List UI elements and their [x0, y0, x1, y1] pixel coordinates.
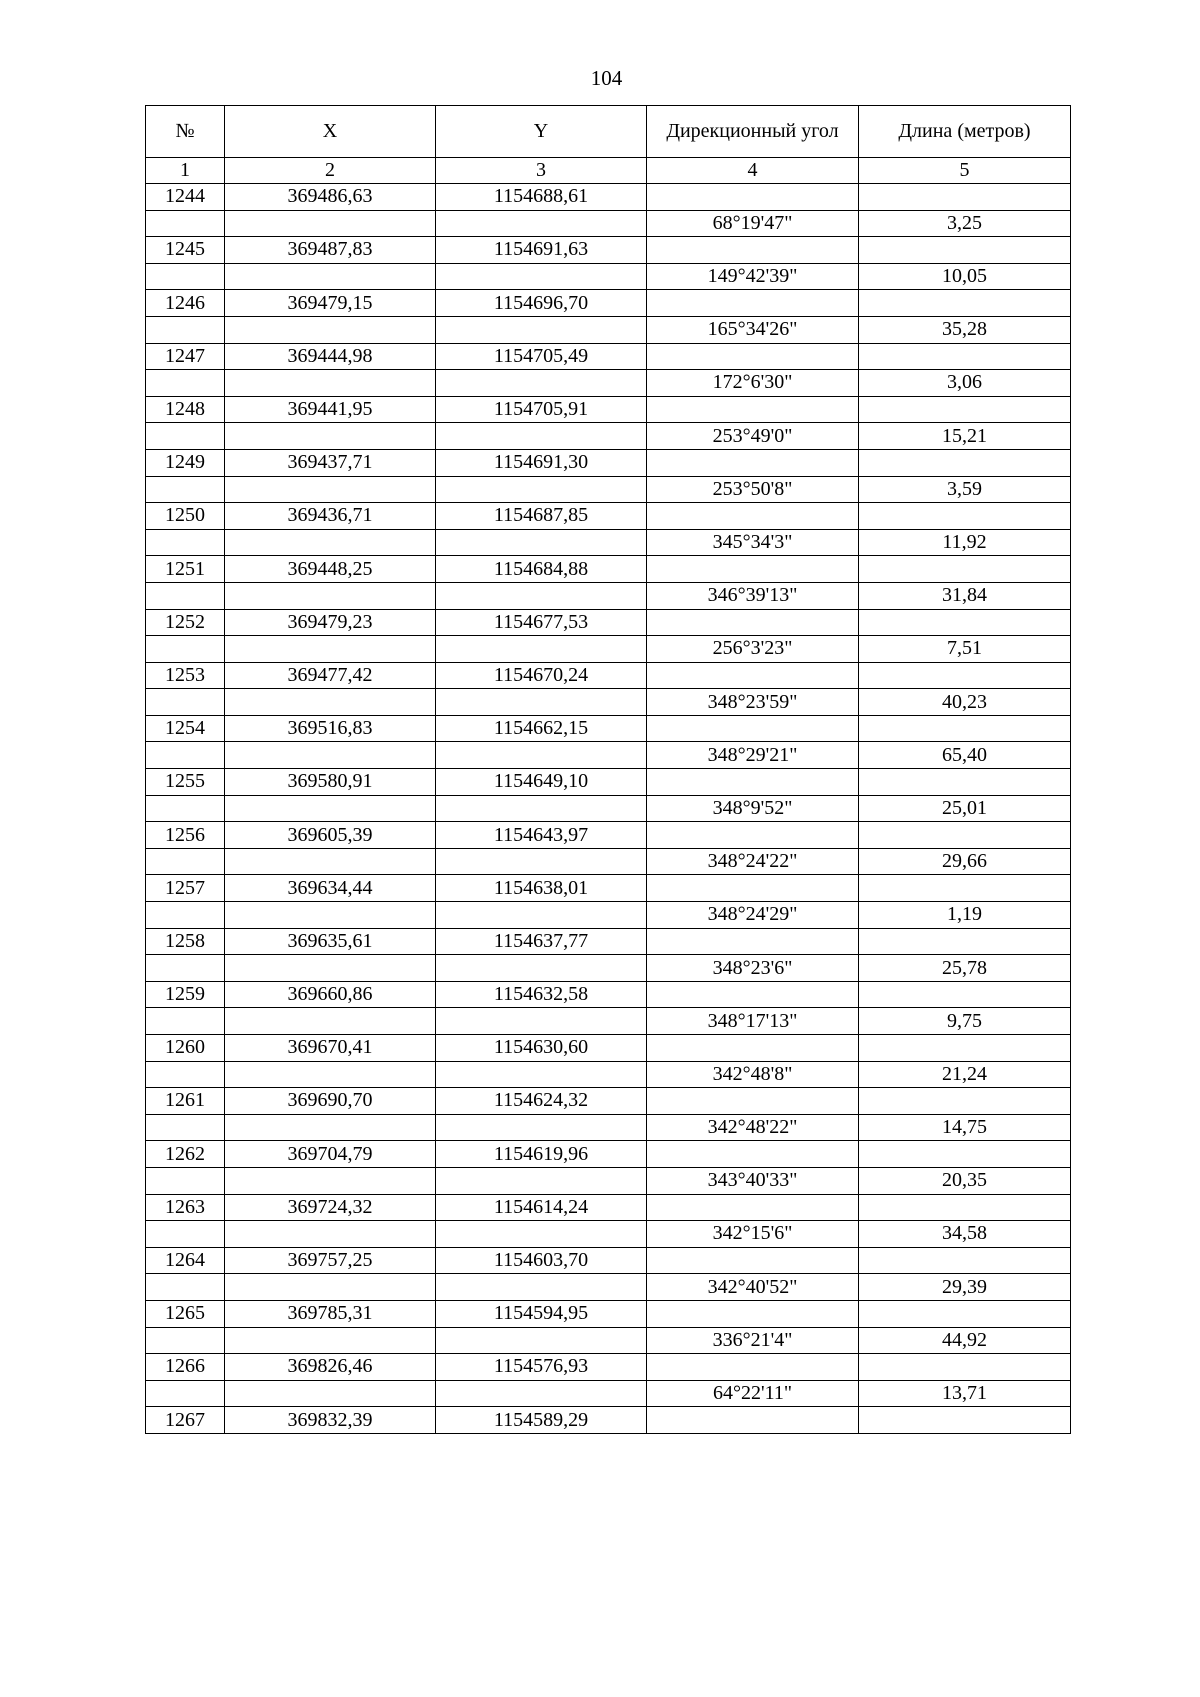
cell-x: 369479,15 [225, 290, 436, 317]
cell-direction-angle: 348°9'52" [647, 795, 859, 822]
table-row [146, 1035, 1071, 1062]
cell-point-number [146, 689, 225, 716]
cell-point-number [146, 1380, 225, 1407]
table-row [146, 529, 1071, 556]
cell-y [436, 1008, 647, 1035]
cell-direction-angle: 172°6'30" [647, 370, 859, 397]
cell-y [436, 636, 647, 663]
cell-point-number: 1249 [146, 449, 225, 476]
cell-x: 369448,25 [225, 556, 436, 583]
table-row [146, 370, 1071, 397]
cell-y: 1154576,93 [436, 1354, 647, 1381]
cell-x [225, 210, 436, 237]
cell-point-number: 1247 [146, 343, 225, 370]
header-direction-angle: Дирекционный угол [647, 106, 859, 158]
table-row [146, 1167, 1071, 1194]
cell-x: 369785,31 [225, 1300, 436, 1327]
cell-y [436, 795, 647, 822]
table-row [146, 556, 1071, 583]
cell-point-number: 1255 [146, 769, 225, 796]
cell-direction-angle [647, 503, 859, 530]
cell-direction-angle [647, 609, 859, 636]
cell-length [859, 343, 1071, 370]
cell-length: 31,84 [859, 582, 1071, 609]
table-row [146, 1088, 1071, 1115]
table-row [146, 1221, 1071, 1248]
header-x: X [225, 106, 436, 158]
cell-point-number: 1267 [146, 1407, 225, 1434]
cell-direction-angle [647, 290, 859, 317]
column-index: 3 [436, 158, 647, 184]
cell-x: 369516,83 [225, 715, 436, 742]
cell-x: 369832,39 [225, 1407, 436, 1434]
cell-x: 369444,98 [225, 343, 436, 370]
cell-point-number: 1260 [146, 1035, 225, 1062]
table-row [146, 290, 1071, 317]
cell-direction-angle: 348°23'59" [647, 689, 859, 716]
cell-x [225, 1008, 436, 1035]
cell-point-number [146, 902, 225, 929]
cell-x: 369704,79 [225, 1141, 436, 1168]
table-row [146, 1114, 1071, 1141]
cell-x: 369724,32 [225, 1194, 436, 1221]
table-row [146, 423, 1071, 450]
cell-length [859, 503, 1071, 530]
cell-x [225, 263, 436, 290]
cell-x [225, 582, 436, 609]
cell-point-number: 1250 [146, 503, 225, 530]
cell-length [859, 822, 1071, 849]
cell-direction-angle [647, 769, 859, 796]
cell-point-number: 1266 [146, 1354, 225, 1381]
cell-point-number [146, 955, 225, 982]
table-row [146, 263, 1071, 290]
cell-direction-angle [647, 715, 859, 742]
cell-x [225, 902, 436, 929]
cell-direction-angle: 343°40'33" [647, 1167, 859, 1194]
table-row [146, 1407, 1071, 1434]
cell-y [436, 370, 647, 397]
cell-x [225, 1380, 436, 1407]
cell-point-number [146, 742, 225, 769]
cell-x: 369660,86 [225, 981, 436, 1008]
table-row [146, 343, 1071, 370]
cell-y [436, 955, 647, 982]
cell-length: 15,21 [859, 423, 1071, 450]
cell-point-number [146, 316, 225, 343]
table-row [146, 636, 1071, 663]
column-index: 4 [647, 158, 859, 184]
column-index-row [146, 158, 1071, 184]
table-row [146, 715, 1071, 742]
cell-direction-angle: 348°29'21" [647, 742, 859, 769]
cell-y: 1154630,60 [436, 1035, 647, 1062]
cell-point-number: 1261 [146, 1088, 225, 1115]
cell-length: 13,71 [859, 1380, 1071, 1407]
table-row [146, 822, 1071, 849]
cell-point-number [146, 210, 225, 237]
cell-x [225, 955, 436, 982]
cell-x [225, 316, 436, 343]
cell-x: 369441,95 [225, 396, 436, 423]
table-row [146, 955, 1071, 982]
cell-y [436, 210, 647, 237]
cell-point-number: 1262 [146, 1141, 225, 1168]
cell-direction-angle [647, 556, 859, 583]
cell-length: 3,06 [859, 370, 1071, 397]
table-row [146, 689, 1071, 716]
cell-y [436, 902, 647, 929]
table-row [146, 848, 1071, 875]
cell-point-number: 1248 [146, 396, 225, 423]
cell-y: 1154705,49 [436, 343, 647, 370]
cell-point-number [146, 1114, 225, 1141]
cell-y: 1154691,30 [436, 449, 647, 476]
cell-length: 20,35 [859, 1167, 1071, 1194]
cell-length [859, 184, 1071, 211]
cell-length: 10,05 [859, 263, 1071, 290]
cell-y: 1154624,32 [436, 1088, 647, 1115]
cell-length: 34,58 [859, 1221, 1071, 1248]
table-row [146, 742, 1071, 769]
cell-length: 3,25 [859, 210, 1071, 237]
cell-point-number: 1251 [146, 556, 225, 583]
table-row [146, 1008, 1071, 1035]
cell-point-number [146, 263, 225, 290]
cell-x: 369634,44 [225, 875, 436, 902]
cell-direction-angle [647, 449, 859, 476]
cell-point-number [146, 1061, 225, 1088]
cell-y: 1154662,15 [436, 715, 647, 742]
cell-point-number [146, 1167, 225, 1194]
cell-direction-angle [647, 981, 859, 1008]
coordinates-table [145, 105, 1071, 1434]
cell-x: 369757,25 [225, 1247, 436, 1274]
cell-direction-angle: 253°50'8" [647, 476, 859, 503]
cell-point-number: 1254 [146, 715, 225, 742]
cell-direction-angle [647, 928, 859, 955]
cell-x: 369605,39 [225, 822, 436, 849]
cell-length: 11,92 [859, 529, 1071, 556]
cell-length [859, 1035, 1071, 1062]
cell-x [225, 1167, 436, 1194]
cell-direction-angle: 342°40'52" [647, 1274, 859, 1301]
table-row [146, 1380, 1071, 1407]
table-row [146, 396, 1071, 423]
cell-length [859, 1088, 1071, 1115]
cell-direction-angle [647, 184, 859, 211]
cell-point-number: 1252 [146, 609, 225, 636]
cell-point-number [146, 582, 225, 609]
cell-length: 65,40 [859, 742, 1071, 769]
table-row [146, 981, 1071, 1008]
cell-direction-angle: 165°34'26" [647, 316, 859, 343]
table-row [146, 769, 1071, 796]
cell-x: 369826,46 [225, 1354, 436, 1381]
cell-direction-angle [647, 1035, 859, 1062]
cell-direction-angle: 256°3'23" [647, 636, 859, 663]
cell-direction-angle [647, 343, 859, 370]
cell-x [225, 1274, 436, 1301]
cell-x [225, 1114, 436, 1141]
cell-length: 9,75 [859, 1008, 1071, 1035]
cell-point-number: 1258 [146, 928, 225, 955]
table-row [146, 476, 1071, 503]
cell-x: 369436,71 [225, 503, 436, 530]
cell-direction-angle [647, 1194, 859, 1221]
cell-length: 29,66 [859, 848, 1071, 875]
cell-y [436, 529, 647, 556]
cell-y: 1154670,24 [436, 662, 647, 689]
cell-x: 369580,91 [225, 769, 436, 796]
cell-y [436, 1167, 647, 1194]
cell-x [225, 689, 436, 716]
cell-direction-angle: 253°49'0" [647, 423, 859, 450]
cell-length [859, 928, 1071, 955]
cell-direction-angle [647, 875, 859, 902]
cell-y [436, 1114, 647, 1141]
column-index: 5 [859, 158, 1071, 184]
cell-direction-angle: 342°48'8" [647, 1061, 859, 1088]
cell-x [225, 423, 436, 450]
cell-y [436, 1327, 647, 1354]
cell-y [436, 1380, 647, 1407]
cell-length: 29,39 [859, 1274, 1071, 1301]
cell-direction-angle [647, 822, 859, 849]
cell-y: 1154589,29 [436, 1407, 647, 1434]
table-row [146, 237, 1071, 264]
cell-length: 40,23 [859, 689, 1071, 716]
cell-direction-angle: 342°48'22" [647, 1114, 859, 1141]
cell-direction-angle [647, 1088, 859, 1115]
cell-length [859, 556, 1071, 583]
table-row [146, 902, 1071, 929]
table-row [146, 795, 1071, 822]
cell-point-number: 1244 [146, 184, 225, 211]
cell-direction-angle: 336°21'4" [647, 1327, 859, 1354]
cell-y [436, 848, 647, 875]
cell-x [225, 795, 436, 822]
cell-length: 21,24 [859, 1061, 1071, 1088]
cell-y: 1154619,96 [436, 1141, 647, 1168]
cell-x: 369437,71 [225, 449, 436, 476]
cell-point-number [146, 423, 225, 450]
cell-length: 44,92 [859, 1327, 1071, 1354]
cell-point-number [146, 636, 225, 663]
cell-point-number [146, 1008, 225, 1035]
cell-x: 369477,42 [225, 662, 436, 689]
cell-point-number: 1265 [146, 1300, 225, 1327]
cell-point-number: 1263 [146, 1194, 225, 1221]
cell-y: 1154696,70 [436, 290, 647, 317]
table-row [146, 1247, 1071, 1274]
cell-length: 35,28 [859, 316, 1071, 343]
cell-y [436, 316, 647, 343]
cell-length [859, 875, 1071, 902]
cell-direction-angle [647, 1141, 859, 1168]
cell-length [859, 715, 1071, 742]
cell-x [225, 529, 436, 556]
cell-x [225, 848, 436, 875]
cell-length: 25,01 [859, 795, 1071, 822]
cell-x: 369486,63 [225, 184, 436, 211]
table-row [146, 1354, 1071, 1381]
cell-point-number [146, 848, 225, 875]
table-body [146, 184, 1071, 1434]
cell-x [225, 636, 436, 663]
table-row [146, 1141, 1071, 1168]
cell-length [859, 1194, 1071, 1221]
cell-length: 3,59 [859, 476, 1071, 503]
cell-direction-angle: 68°19'47" [647, 210, 859, 237]
table-row [146, 1061, 1071, 1088]
cell-y: 1154649,10 [436, 769, 647, 796]
cell-direction-angle: 345°34'3" [647, 529, 859, 556]
cell-y: 1154638,01 [436, 875, 647, 902]
cell-length [859, 981, 1071, 1008]
cell-direction-angle [647, 1247, 859, 1274]
cell-length [859, 662, 1071, 689]
cell-y [436, 742, 647, 769]
table-row [146, 1274, 1071, 1301]
cell-length [859, 449, 1071, 476]
cell-point-number [146, 529, 225, 556]
cell-direction-angle: 149°42'39" [647, 263, 859, 290]
cell-point-number: 1253 [146, 662, 225, 689]
cell-point-number: 1245 [146, 237, 225, 264]
cell-point-number [146, 476, 225, 503]
cell-point-number: 1257 [146, 875, 225, 902]
cell-y: 1154705,91 [436, 396, 647, 423]
cell-y: 1154677,53 [436, 609, 647, 636]
table-row [146, 609, 1071, 636]
cell-point-number [146, 370, 225, 397]
column-index: 2 [225, 158, 436, 184]
cell-direction-angle: 348°24'22" [647, 848, 859, 875]
cell-point-number [146, 1327, 225, 1354]
cell-direction-angle [647, 1407, 859, 1434]
cell-direction-angle [647, 662, 859, 689]
cell-y: 1154594,95 [436, 1300, 647, 1327]
cell-y: 1154603,70 [436, 1247, 647, 1274]
cell-direction-angle: 342°15'6" [647, 1221, 859, 1248]
cell-length: 25,78 [859, 955, 1071, 982]
cell-y: 1154684,88 [436, 556, 647, 583]
cell-y: 1154687,85 [436, 503, 647, 530]
cell-point-number: 1246 [146, 290, 225, 317]
cell-point-number [146, 1274, 225, 1301]
table-row [146, 1300, 1071, 1327]
cell-y [436, 689, 647, 716]
cell-direction-angle [647, 237, 859, 264]
cell-length: 1,19 [859, 902, 1071, 929]
cell-y [436, 423, 647, 450]
table-row [146, 875, 1071, 902]
table-row [146, 184, 1071, 211]
cell-point-number: 1256 [146, 822, 225, 849]
cell-length [859, 237, 1071, 264]
cell-y: 1154691,63 [436, 237, 647, 264]
cell-length [859, 290, 1071, 317]
header-length: Длина (метров) [859, 106, 1071, 158]
cell-length [859, 1354, 1071, 1381]
cell-x [225, 1327, 436, 1354]
cell-y [436, 582, 647, 609]
cell-x: 369690,70 [225, 1088, 436, 1115]
column-index: 1 [146, 158, 225, 184]
cell-y: 1154637,77 [436, 928, 647, 955]
cell-y [436, 263, 647, 290]
cell-point-number [146, 795, 225, 822]
cell-x [225, 370, 436, 397]
cell-y: 1154688,61 [436, 184, 647, 211]
cell-point-number [146, 1221, 225, 1248]
cell-x [225, 742, 436, 769]
table-row [146, 449, 1071, 476]
table-row [146, 1327, 1071, 1354]
page-number: 104 [590, 66, 623, 90]
cell-point-number: 1264 [146, 1247, 225, 1274]
cell-length [859, 609, 1071, 636]
cell-x: 369670,41 [225, 1035, 436, 1062]
header-y: Y [436, 106, 647, 158]
cell-length: 14,75 [859, 1114, 1071, 1141]
header-number: № [146, 106, 225, 158]
table-row [146, 210, 1071, 237]
cell-y: 1154632,58 [436, 981, 647, 1008]
cell-direction-angle [647, 1300, 859, 1327]
cell-y: 1154643,97 [436, 822, 647, 849]
cell-length [859, 1300, 1071, 1327]
cell-direction-angle: 348°24'29" [647, 902, 859, 929]
cell-y: 1154614,24 [436, 1194, 647, 1221]
cell-length [859, 769, 1071, 796]
cell-length [859, 1141, 1071, 1168]
cell-x [225, 476, 436, 503]
cell-y [436, 476, 647, 503]
cell-length: 7,51 [859, 636, 1071, 663]
table-row [146, 928, 1071, 955]
cell-direction-angle: 348°17'13" [647, 1008, 859, 1035]
table-header [146, 106, 1071, 184]
cell-x [225, 1221, 436, 1248]
cell-x: 369479,23 [225, 609, 436, 636]
cell-direction-angle: 348°23'6" [647, 955, 859, 982]
cell-point-number: 1259 [146, 981, 225, 1008]
cell-x: 369635,61 [225, 928, 436, 955]
cell-length [859, 1407, 1071, 1434]
cell-y [436, 1274, 647, 1301]
cell-length [859, 396, 1071, 423]
cell-direction-angle [647, 396, 859, 423]
table-row [146, 662, 1071, 689]
cell-x: 369487,83 [225, 237, 436, 264]
cell-direction-angle: 64°22'11" [647, 1380, 859, 1407]
table-row [146, 582, 1071, 609]
cell-x [225, 1061, 436, 1088]
cell-direction-angle: 346°39'13" [647, 582, 859, 609]
cell-y [436, 1061, 647, 1088]
table-row [146, 503, 1071, 530]
table-row [146, 316, 1071, 343]
cell-y [436, 1221, 647, 1248]
header-row [146, 106, 1071, 158]
cell-length [859, 1247, 1071, 1274]
cell-direction-angle [647, 1354, 859, 1381]
table-row [146, 1194, 1071, 1221]
